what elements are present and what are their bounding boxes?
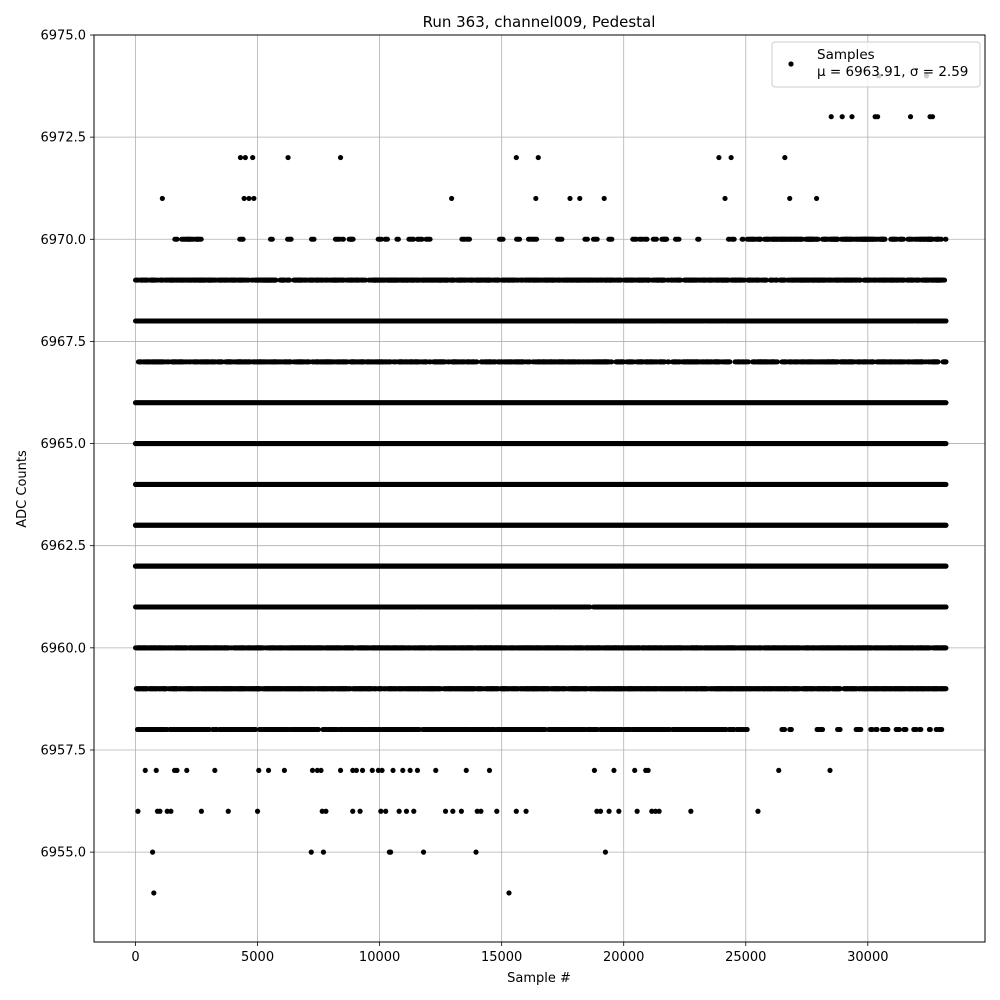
data-point bbox=[729, 155, 734, 160]
data-point bbox=[829, 114, 834, 119]
data-point bbox=[473, 850, 478, 855]
y-tick-label: 6970.0 bbox=[40, 232, 86, 248]
data-point bbox=[338, 155, 343, 160]
data-point bbox=[632, 768, 637, 773]
data-point bbox=[157, 809, 162, 814]
x-tick-label: 5000 bbox=[241, 950, 275, 965]
data-point bbox=[212, 768, 217, 773]
data-point bbox=[523, 809, 528, 814]
data-point bbox=[494, 809, 499, 814]
data-point bbox=[716, 155, 721, 160]
legend-marker bbox=[788, 61, 793, 66]
data-point bbox=[184, 768, 189, 773]
x-tick-label: 0 bbox=[131, 950, 140, 965]
data-point bbox=[415, 768, 420, 773]
data-point bbox=[606, 809, 611, 814]
data-point bbox=[388, 850, 393, 855]
data-point bbox=[592, 768, 597, 773]
data-point bbox=[318, 768, 323, 773]
data-point bbox=[390, 768, 395, 773]
data-point bbox=[350, 809, 355, 814]
y-tick-label: 6967.5 bbox=[40, 334, 86, 350]
data-point bbox=[602, 196, 607, 201]
data-point bbox=[354, 768, 359, 773]
data-point bbox=[814, 196, 819, 201]
y-tick-label: 6975.0 bbox=[40, 28, 86, 44]
data-point bbox=[782, 155, 787, 160]
data-point bbox=[577, 196, 582, 201]
data-point bbox=[251, 196, 256, 201]
data-point bbox=[657, 809, 662, 814]
y-tick-label: 6957.5 bbox=[40, 743, 86, 759]
data-point bbox=[646, 768, 651, 773]
x-tick-label: 20000 bbox=[603, 950, 645, 965]
data-point bbox=[411, 809, 416, 814]
data-point bbox=[400, 768, 405, 773]
data-point bbox=[379, 768, 384, 773]
data-point bbox=[408, 768, 413, 773]
y-axis-title: ADC Counts bbox=[15, 450, 30, 528]
data-point bbox=[242, 196, 247, 201]
y-tick-label: 6965.0 bbox=[40, 437, 86, 453]
data-point bbox=[533, 196, 538, 201]
data-point bbox=[285, 155, 290, 160]
data-point bbox=[397, 809, 402, 814]
data-point bbox=[360, 768, 365, 773]
data-point bbox=[238, 155, 243, 160]
data-point bbox=[464, 768, 469, 773]
data-point bbox=[787, 196, 792, 201]
x-tick-label: 15000 bbox=[480, 950, 523, 965]
data-point bbox=[250, 155, 255, 160]
data-point bbox=[226, 809, 231, 814]
data-point bbox=[840, 114, 845, 119]
data-point bbox=[357, 809, 362, 814]
data-point bbox=[908, 114, 913, 119]
data-point bbox=[199, 809, 204, 814]
data-point bbox=[243, 155, 248, 160]
data-point bbox=[875, 114, 880, 119]
x-tick-label: 25000 bbox=[725, 950, 767, 965]
data-point bbox=[168, 809, 173, 814]
data-point bbox=[459, 809, 464, 814]
data-point bbox=[849, 114, 854, 119]
data-point bbox=[443, 809, 448, 814]
data-point bbox=[383, 809, 388, 814]
data-point bbox=[722, 196, 727, 201]
data-point bbox=[378, 809, 383, 814]
data-point bbox=[370, 768, 375, 773]
data-point bbox=[514, 155, 519, 160]
data-point bbox=[160, 196, 165, 201]
y-tick-label: 6960.0 bbox=[40, 641, 86, 657]
legend bbox=[772, 42, 980, 87]
data-point bbox=[478, 809, 483, 814]
data-point bbox=[567, 196, 572, 201]
x-tick-label: 30000 bbox=[847, 950, 889, 965]
data-point bbox=[449, 196, 454, 201]
data-point bbox=[323, 809, 328, 814]
data-point bbox=[616, 809, 621, 814]
x-axis-title: Sample # bbox=[507, 971, 571, 986]
data-point bbox=[143, 768, 148, 773]
y-tick-label: 6972.5 bbox=[40, 130, 86, 146]
data-point bbox=[338, 768, 343, 773]
data-point bbox=[776, 768, 781, 773]
data-point bbox=[282, 768, 287, 773]
legend-stats-label: μ = 6963.91, σ = 2.59 bbox=[817, 64, 969, 80]
data-point bbox=[688, 809, 693, 814]
data-point bbox=[603, 850, 608, 855]
data-point bbox=[487, 768, 492, 773]
data-point bbox=[174, 768, 179, 773]
data-point bbox=[930, 114, 935, 119]
y-tick-label: 6955.0 bbox=[40, 845, 86, 861]
legend-series-label: Samples bbox=[817, 47, 875, 63]
chart-title: Run 363, channel009, Pedestal bbox=[422, 13, 656, 31]
data-point bbox=[635, 809, 640, 814]
data-point bbox=[421, 850, 426, 855]
data-point bbox=[135, 809, 140, 814]
data-point bbox=[246, 196, 251, 201]
data-point bbox=[450, 809, 455, 814]
data-point bbox=[404, 809, 409, 814]
data-point bbox=[827, 768, 832, 773]
data-point bbox=[536, 155, 541, 160]
data-point bbox=[151, 890, 156, 895]
y-tick-label: 6962.5 bbox=[40, 539, 86, 555]
data-point bbox=[433, 768, 438, 773]
data-point bbox=[309, 850, 314, 855]
data-point bbox=[154, 768, 159, 773]
data-point bbox=[310, 768, 315, 773]
data-point bbox=[514, 809, 519, 814]
data-point bbox=[506, 890, 511, 895]
data-point bbox=[266, 768, 271, 773]
x-tick-label: 10000 bbox=[358, 950, 401, 965]
data-point bbox=[611, 768, 616, 773]
data-point bbox=[255, 809, 260, 814]
data-point bbox=[150, 850, 155, 855]
data-point bbox=[598, 809, 603, 814]
data-point bbox=[256, 768, 261, 773]
data-point bbox=[755, 809, 760, 814]
data-point bbox=[321, 850, 326, 855]
